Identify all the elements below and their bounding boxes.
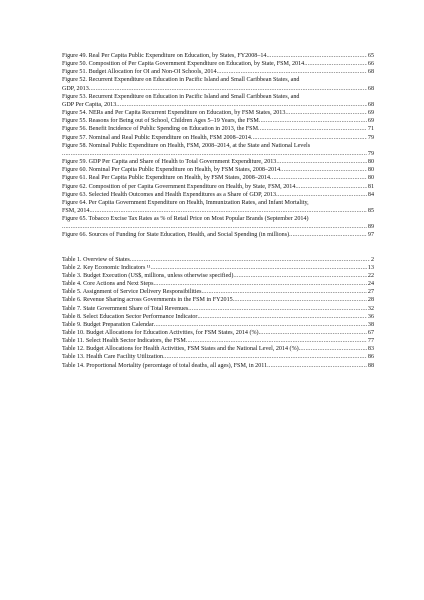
toc-entry-label: Table 10. Budget Allocations for Education Activities, for FSM States, 2014 (%) [62, 330, 259, 336]
dot-leader [258, 125, 367, 133]
toc-entry-figure-64[interactable] [62, 199, 374, 215]
toc-entry-table-4[interactable] [62, 280, 374, 288]
list-of-figures [62, 52, 374, 240]
toc-entry-figure-62[interactable] [62, 183, 374, 191]
toc-page-number: 36 [367, 313, 374, 320]
toc-entry-figure-50[interactable] [62, 60, 374, 68]
toc-page-number: 89 [367, 224, 374, 231]
toc-entry-figure-61[interactable] [62, 174, 374, 182]
dot-leader [188, 305, 367, 313]
dot-leader [62, 150, 367, 158]
toc-page-number: 79 [367, 134, 374, 141]
toc-page-number: 67 [367, 330, 374, 336]
toc-entry-figure-56[interactable] [62, 125, 374, 133]
toc-entry-figure-52[interactable] [62, 76, 374, 92]
dot-leader [186, 337, 368, 345]
toc-page-number: 69 [367, 110, 374, 117]
dot-leader [151, 264, 368, 272]
dot-leader [62, 223, 367, 231]
dot-leader [154, 321, 368, 329]
toc-page-number: 97 [367, 232, 374, 239]
toc-entry-figure-57[interactable] [62, 134, 374, 142]
toc-entry-label: Table 3. Budget Execution (US$, millions, unless otherwise specified) [62, 272, 234, 279]
toc-entry-figure-53[interactable] [62, 93, 374, 109]
toc-entry-label-first-line: Figure 64. Per Capita Government Expenditure on Health, Immunization Rates, and Infant Mortality, [62, 199, 309, 206]
toc-entry-table-11[interactable] [62, 337, 374, 345]
toc-entry-label-first-line: Figure 65. Tobacco Excise Tax Rates as % of Retail Price on Most Popular Brands (September 2014) [62, 216, 309, 223]
dot-leader [251, 134, 368, 142]
toc-page-number: 13 [367, 264, 374, 271]
toc-entry-label: Figure 61. Real Per Capita Public Expenditure on Health, by FSM States, 2008–2014 [62, 175, 271, 182]
toc-entry-figure-51[interactable] [62, 68, 374, 76]
toc-entry-label: Figure 51. Budget Allocation for OI and Non-OI Schools, 2014 [62, 69, 217, 76]
toc-entry-figure-65[interactable] [62, 215, 374, 231]
toc-page-number: 79 [367, 150, 374, 157]
toc-entry-table-8[interactable] [62, 313, 374, 321]
toc-entry-table-13[interactable] [62, 353, 374, 361]
dot-leader [217, 68, 368, 76]
toc-entry-table-3[interactable] [62, 272, 374, 280]
toc-entry-label: Table 12. Budget Allocations for Health Activities, FSM States and the National Level, 2014 (%) [62, 346, 299, 353]
toc-entry-figure-58[interactable] [62, 142, 374, 158]
toc-entry-label-first-line: Figure 58. Nominal Public Expenditure on Health, FSM, 2008–2014, at the State and National Levels [62, 142, 311, 149]
toc-page-number: 86 [367, 354, 374, 361]
dot-leader [163, 353, 367, 361]
dot-leader [266, 52, 367, 60]
toc-page-number: 80 [367, 167, 374, 174]
dot-leader [202, 288, 368, 296]
toc-entry-table-1[interactable] [62, 256, 374, 264]
toc-entry-table-2[interactable] [62, 264, 374, 272]
toc-entry-label: Table 14. Proportional Mortality (percentage of total deaths, all ages), FSM, in 2011 [62, 362, 268, 369]
dot-leader [267, 362, 367, 370]
toc-page-number: 68 [367, 85, 374, 92]
toc-page-number: 81 [367, 183, 374, 190]
toc-page-number: 32 [367, 305, 374, 312]
dot-leader [270, 174, 367, 182]
dot-leader [259, 329, 368, 337]
dot-leader [153, 280, 367, 288]
dot-leader [116, 101, 367, 109]
dot-leader [197, 313, 367, 321]
dot-leader [295, 183, 367, 191]
toc-entry-label: Table 9. Budget Preparation Calendar [62, 321, 154, 328]
toc-entry-label: Table 8. Select Education Sector Performance Indicator [62, 313, 198, 320]
dot-leader [233, 272, 367, 280]
dot-leader [233, 296, 368, 304]
toc-page-number: 27 [367, 289, 374, 296]
toc-entry-label: Figure 54. NERs and Per Capita Recurrent Expenditure on Education, by FSM States, 2013 [62, 110, 286, 117]
toc-entry-label: Table 7. State Government Share of Total Revenues [62, 305, 189, 312]
toc-page-number: 66 [367, 61, 374, 68]
toc-entry-table-12[interactable] [62, 345, 374, 353]
toc-entry-label-first-line: Figure 53. Recurrent Expenditure on Education in Pacific Island and Small Caribbean States, and [62, 93, 300, 100]
toc-entry-label: Table 6. Revenue Sharing across Governments in the FSM in FY2015 [62, 297, 233, 304]
toc-entry-figure-54[interactable] [62, 109, 374, 117]
dot-leader [289, 231, 367, 239]
toc-entry-table-14[interactable] [62, 362, 374, 370]
toc-entry-figure-60[interactable] [62, 166, 374, 174]
toc-page-number: 80 [367, 159, 374, 166]
toc-entry-label-first-line: Figure 52. Recurrent Expenditure on Education in Pacific Island and Small Caribbean States, and [62, 77, 300, 84]
dot-leader [304, 60, 367, 68]
toc-entry-label: Figure 56. Benefit Incidence of Public Spending on Education in 2013, the FSM [62, 126, 258, 133]
toc-entry-label: Table 2. Key Economic Indicators ¹¹ [62, 264, 151, 271]
toc-entry-label: Figure 66. Sources of Funding for State Education, Health, and Social Spending (in millions) [62, 232, 290, 239]
toc-entry-figure-55[interactable] [62, 117, 374, 125]
toc-entry-label: Figure 57. Nominal and Real Public Expenditure on Health, FSM 2008–2014 [62, 134, 251, 141]
toc-entry-label: Table 13. Health Care Facility Utilization [62, 354, 164, 361]
toc-page-number: 69 [367, 118, 374, 125]
toc-entry-label: Table 4. Core Actions and Next Steps [62, 281, 154, 288]
toc-page-number: 38 [367, 321, 374, 328]
toc-entry-label: GDP Per Capita, 2013 [62, 101, 117, 108]
toc-page-number: 84 [367, 191, 374, 198]
toc-page-number: 85 [367, 207, 374, 214]
dot-leader [285, 109, 367, 117]
toc-entry-label: Table 5. Assignment of Service Delivery Responsibilities [62, 289, 202, 296]
toc-page-number: 22 [367, 272, 374, 279]
toc-page-number: 28 [367, 297, 374, 304]
toc-page-number: 88 [367, 362, 374, 369]
toc-page-number: 80 [367, 175, 374, 182]
toc-entry-label: Figure 55. Reasons for Being out of School, Children Ages 5–19 Years, the FSM [62, 118, 259, 125]
toc-entry-label: Figure 50. Composition of Per Capita Government Expenditure on Education, by State, FSM, 2014 [62, 61, 305, 68]
list-of-tables [62, 256, 374, 370]
table-of-contents-page [62, 52, 374, 370]
toc-entry-table-9[interactable] [62, 321, 374, 329]
dot-leader [89, 207, 367, 215]
toc-entry-figure-59[interactable] [62, 158, 374, 166]
dot-leader [89, 85, 368, 93]
toc-page-number: 65 [367, 53, 374, 59]
toc-entry-figure-66[interactable] [62, 231, 374, 239]
toc-entry-table-5[interactable] [62, 288, 374, 296]
toc-entry-figure-49[interactable] [62, 52, 374, 60]
toc-entry-label: FSM, 2014 [62, 207, 90, 214]
toc-page-number: 77 [367, 338, 374, 345]
toc-entry-label: GDP, 2013 [62, 85, 89, 92]
toc-entry-label: Figure 63. Selected Health Outcomes and Health Expenditures as a Share of GDP, 2013 [62, 191, 277, 198]
toc-page-number: 71 [367, 126, 374, 133]
toc-entry-table-10[interactable] [62, 329, 374, 337]
dot-leader [276, 158, 367, 166]
dot-leader [280, 166, 367, 174]
toc-page-number: 68 [367, 101, 374, 108]
dot-leader [259, 117, 368, 125]
toc-entry-label: Figure 59. GDP Per Capita and Share of Health to Total Government Expenditure, 2013 [62, 159, 277, 166]
toc-entry-table-7[interactable] [62, 305, 374, 313]
toc-entry-label: Table 1. Overview of States [62, 256, 130, 263]
toc-page-number: 83 [367, 346, 374, 353]
dot-leader [276, 191, 367, 199]
section-spacer [62, 240, 374, 256]
toc-entry-label: Table 11. Select Health Sector Indicators, the FSM [62, 338, 186, 345]
toc-entry-figure-63[interactable] [62, 191, 374, 199]
toc-entry-label: Figure 62. Composition of per Capita Government Expenditure on Health, by State, FSM, 2014 [62, 183, 296, 190]
toc-page-number: 24 [367, 281, 374, 288]
toc-entry-label: Figure 60. Nominal Per Capita Public Expenditure on Health, by FSM States, 2008–2014 [62, 167, 281, 174]
toc-page-number: 68 [367, 69, 374, 76]
toc-entry-table-6[interactable] [62, 296, 374, 304]
toc-page-number: 2 [370, 256, 374, 263]
toc-entry-label: Figure 49. Real Per Capita Public Expenditure on Education, by States, FY2008–14 [62, 53, 267, 59]
dot-leader [299, 345, 368, 353]
dot-leader [130, 256, 371, 264]
